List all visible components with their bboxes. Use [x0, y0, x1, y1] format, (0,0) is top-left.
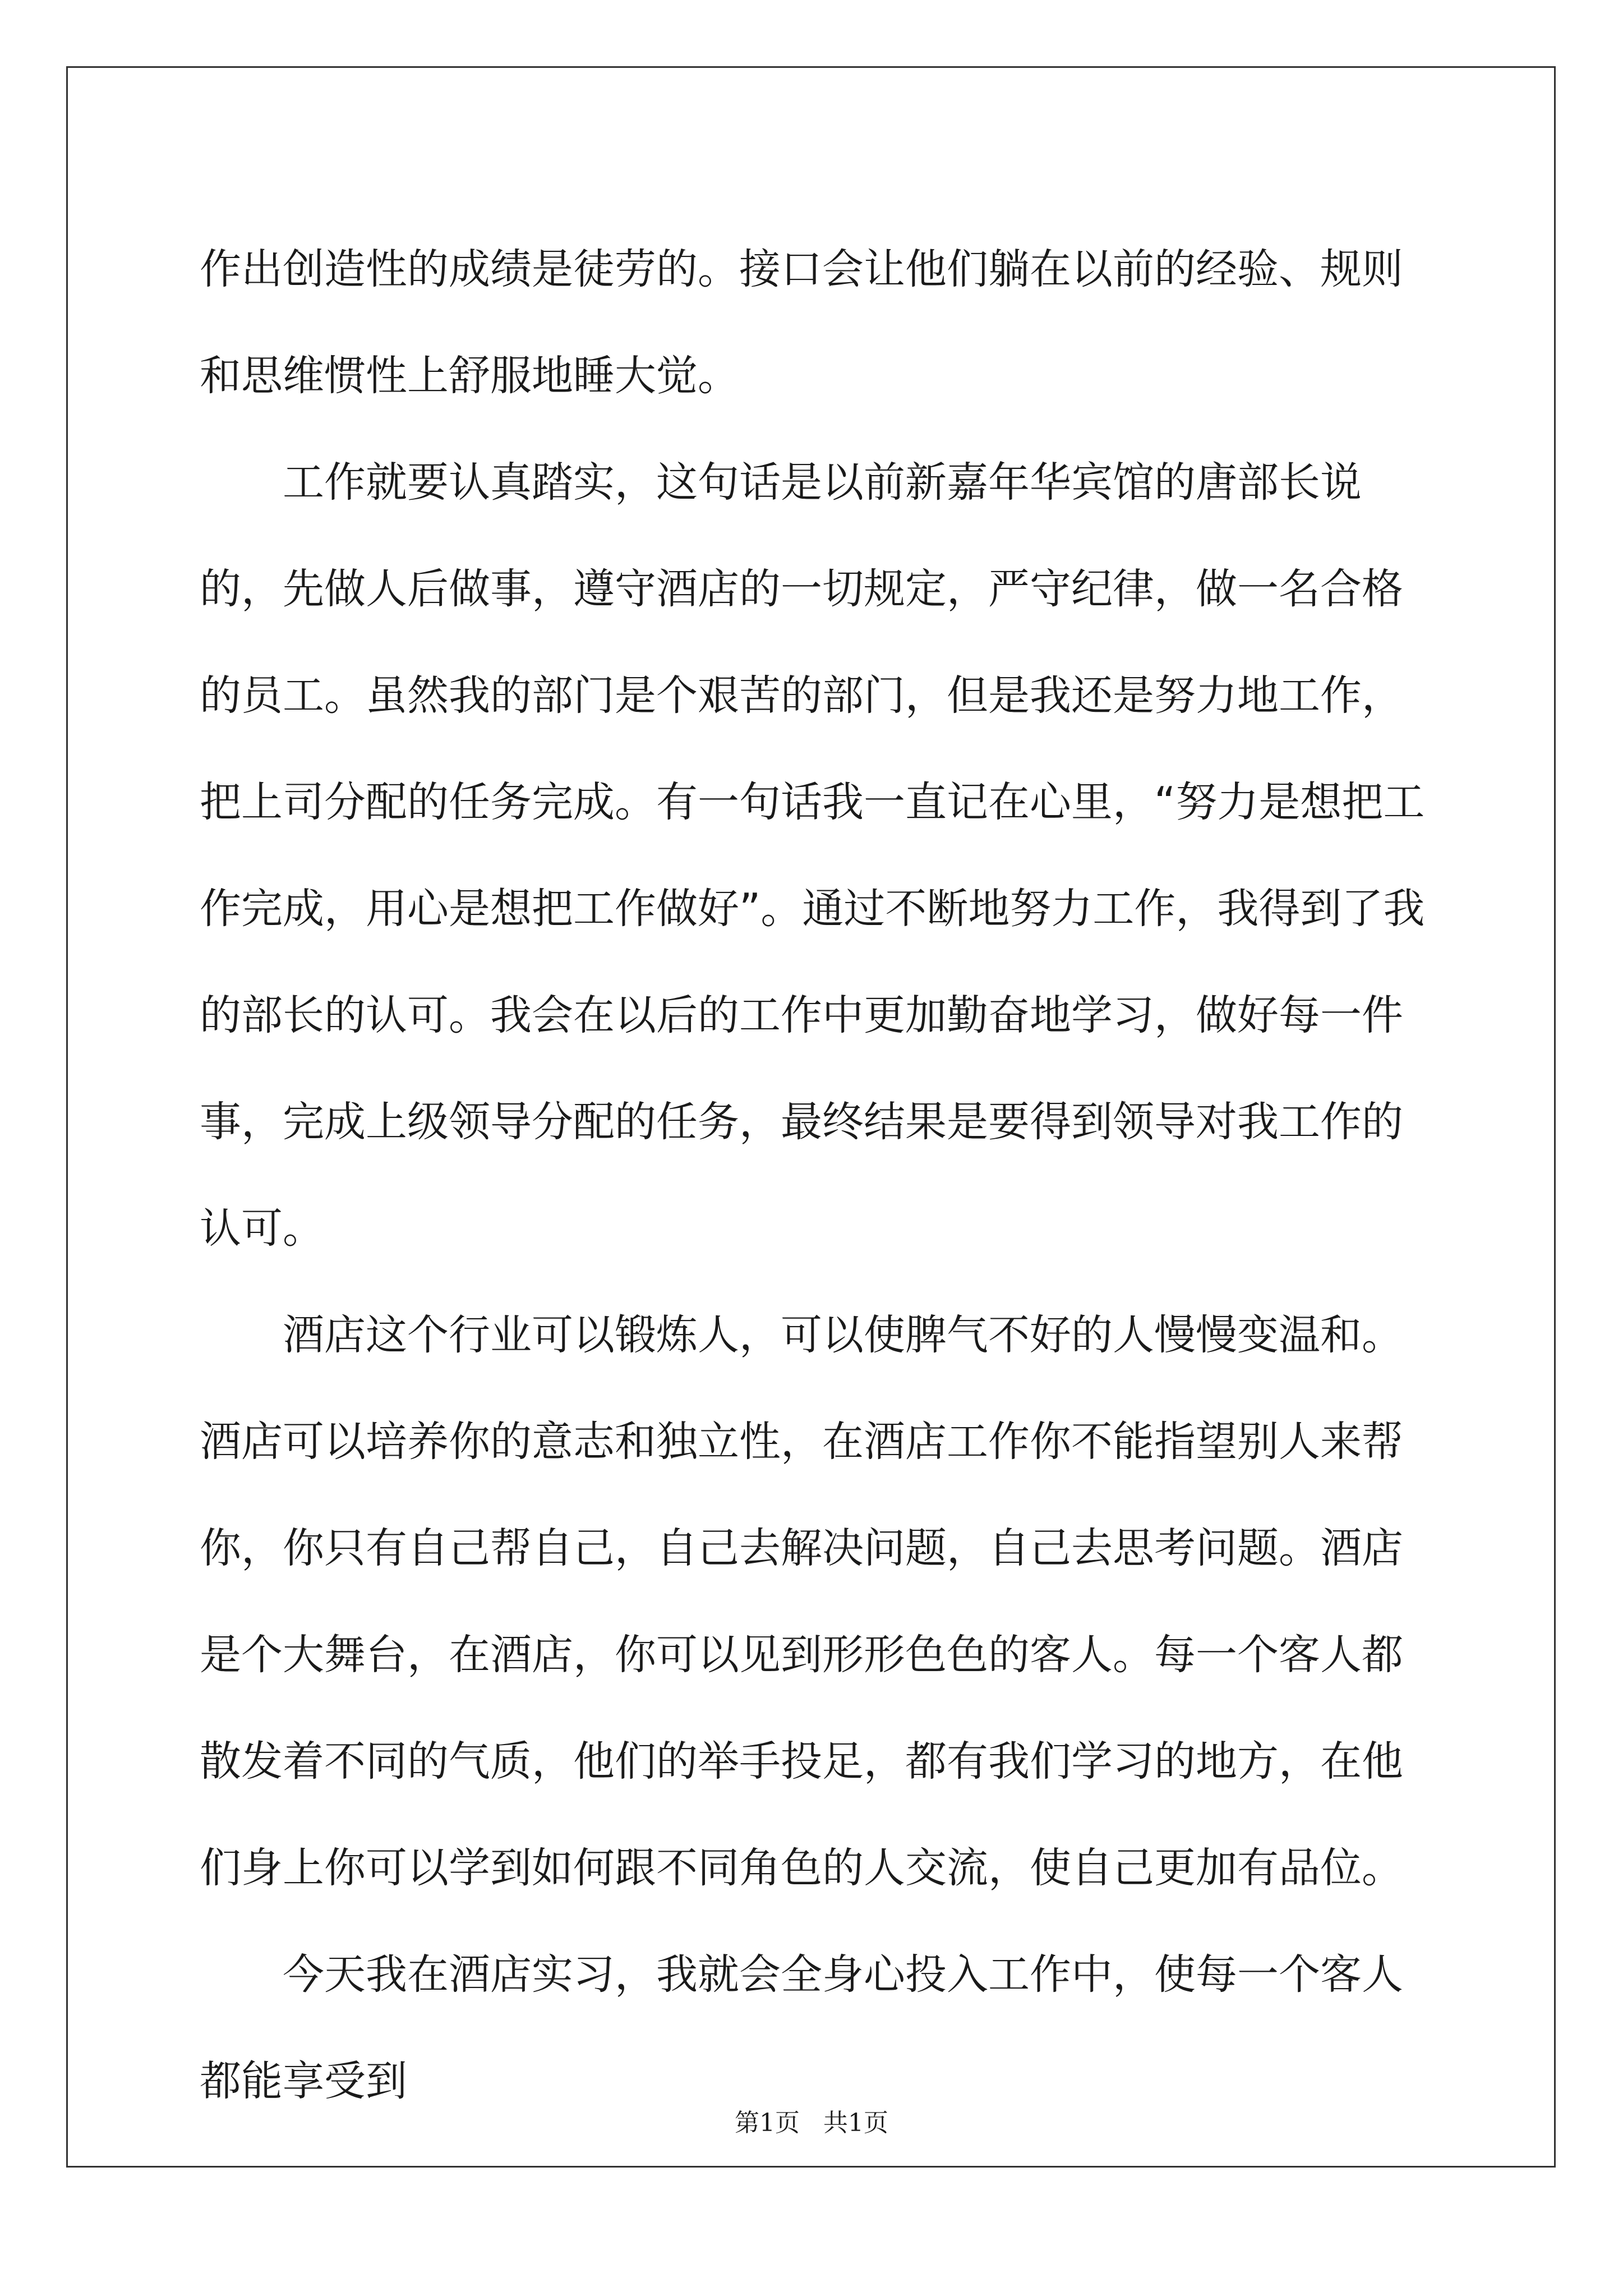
- document-body: [200, 216, 1430, 2134]
- paragraph-2: 工作就要认真踏实，这句话是以前新嘉年华宾馆的唐部长说的，先做人后做事，遵守酒店的一切规定，严守纪律，做一名合格的员工。虽然我的部门是个艰苦的部门，但是我还是努力地工作，把上司分配的任务完成。有一句话我一直记在心里，“努力是想把工作完成，用心是想把工作做好”。通过不断地努力工作，我得到了我的部长的认可。我会在以后的工作中更加勤奋地学习，做好每一件事，完成上级领导分配的任务，最终结果是要得到领导对我工作的认可。: [200, 458, 1425, 1253]
- page-number-footer: 第1页 共1页: [735, 2109, 888, 2137]
- paragraph-3: 酒店这个行业可以锻炼人，可以使脾气不好的人慢慢变温和。酒店可以培养你的意志和独立性，在酒店工作你不能指望别人来帮你，你只有自己帮自己，自己去解决问题，自己去思考问题。酒店是个大舞台，在酒店，你可以见到形形色色的客人。每一个客人都散发着不同的气质，他们的举手投足，都有我们学习的地方，在他们身上你可以学到如何跟不同角色的人交流，使自己更加有品位。: [200, 1311, 1403, 1892]
- paragraph-4: 今天我在酒店实习，我就会全身心投入工作中，使每一个客人都能享受到: [200, 1950, 1403, 2105]
- paragraph-1: 作出创造性的成绩是徒劳的。接口会让他们躺在以前的经验、规则和思维惯性上舒服地睡大觉。: [200, 245, 1403, 400]
